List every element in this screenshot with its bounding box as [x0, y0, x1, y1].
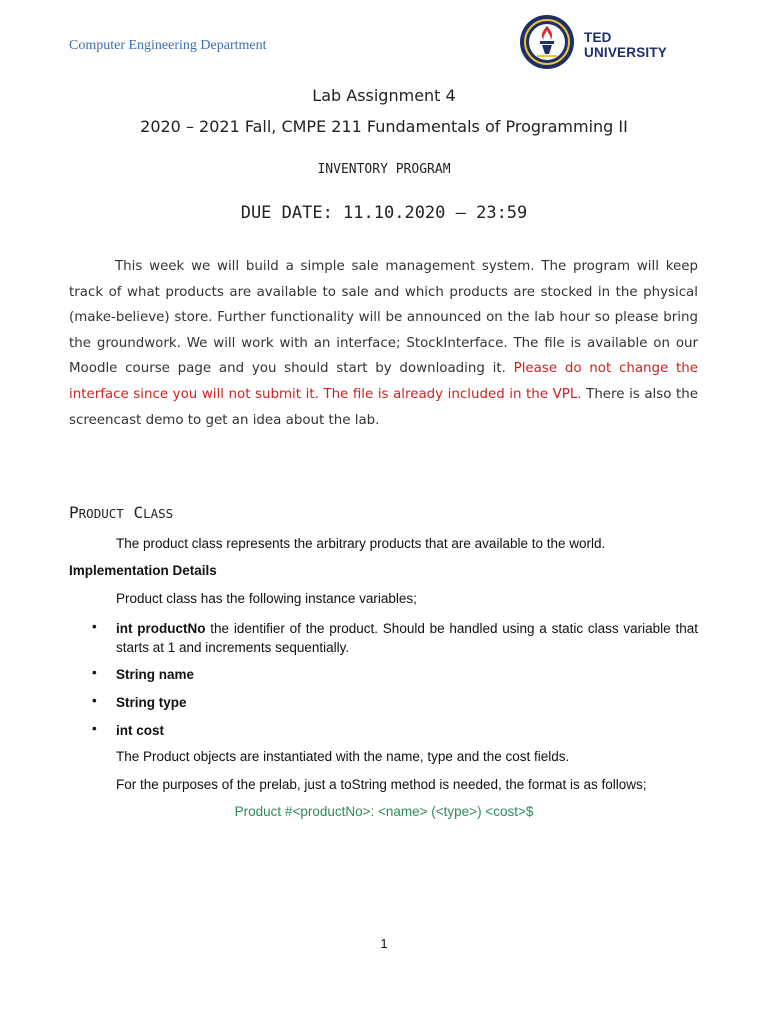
bullet-icon: •: [92, 721, 97, 736]
intro-text-end: There is also the screencast demo to get an idea about the lab.: [69, 386, 698, 428]
list-item: int productNo the identifier of the product. Should be handled using a static class variable that starts at 1 and increments sequentially.: [116, 621, 698, 655]
implementation-heading: Implementation Details: [69, 563, 217, 578]
list-item: String name: [116, 667, 195, 682]
intro-paragraph: [69, 254, 698, 433]
section-heading: PRODUCT CLASS: [69, 503, 174, 522]
tostring-format: Product #<productNo>: <name> (<type>) <cost>$: [234, 804, 534, 819]
intro-warning: Please do not change the interface since you will not submit it. The file is already included in the VPL.: [69, 361, 699, 402]
bullet-icon: •: [92, 619, 97, 634]
intro-text: This week we will build a simple sale management system. The program will keep track of what products are available to sale and which products are stocked in the physical (make-believe) store. Further functionality will be announced on the lab hour so please bring the groundwork. We will work with an interface; StockInterface. The file is available on our Moodle course page and you should start by downloading it.: [69, 259, 698, 377]
department-name: Computer Engineering Department: [69, 38, 267, 53]
university-name: TED UNIVERSITY: [584, 30, 668, 60]
prelab-note: For the purposes of the prelab, just a toString method is needed, the format is as follows;: [116, 777, 647, 792]
product-description: The product class represents the arbitrary products that are available to the world.: [116, 536, 606, 551]
lab-title: Lab Assignment 4: [312, 86, 456, 105]
program-title: INVENTORY PROGRAM: [317, 162, 451, 177]
page-number: 1: [380, 936, 388, 951]
bullet-icon: •: [92, 693, 97, 708]
bullet-icon: •: [92, 665, 97, 680]
list-item: String type: [116, 695, 187, 710]
list-item: int cost: [116, 723, 165, 738]
torch-emblem-icon: [518, 14, 576, 70]
instantiation-note: The Product objects are instantiated with the name, type and the cost fields.: [116, 749, 570, 764]
university-logo: [518, 14, 698, 70]
instance-variables-intro: Product class has the following instance variables;: [116, 591, 417, 606]
course-title: 2020 – 2021 Fall, CMPE 211 Fundamentals of Programming II: [140, 117, 628, 136]
due-date: DUE DATE: 11.10.2020 – 23:59: [240, 203, 528, 223]
